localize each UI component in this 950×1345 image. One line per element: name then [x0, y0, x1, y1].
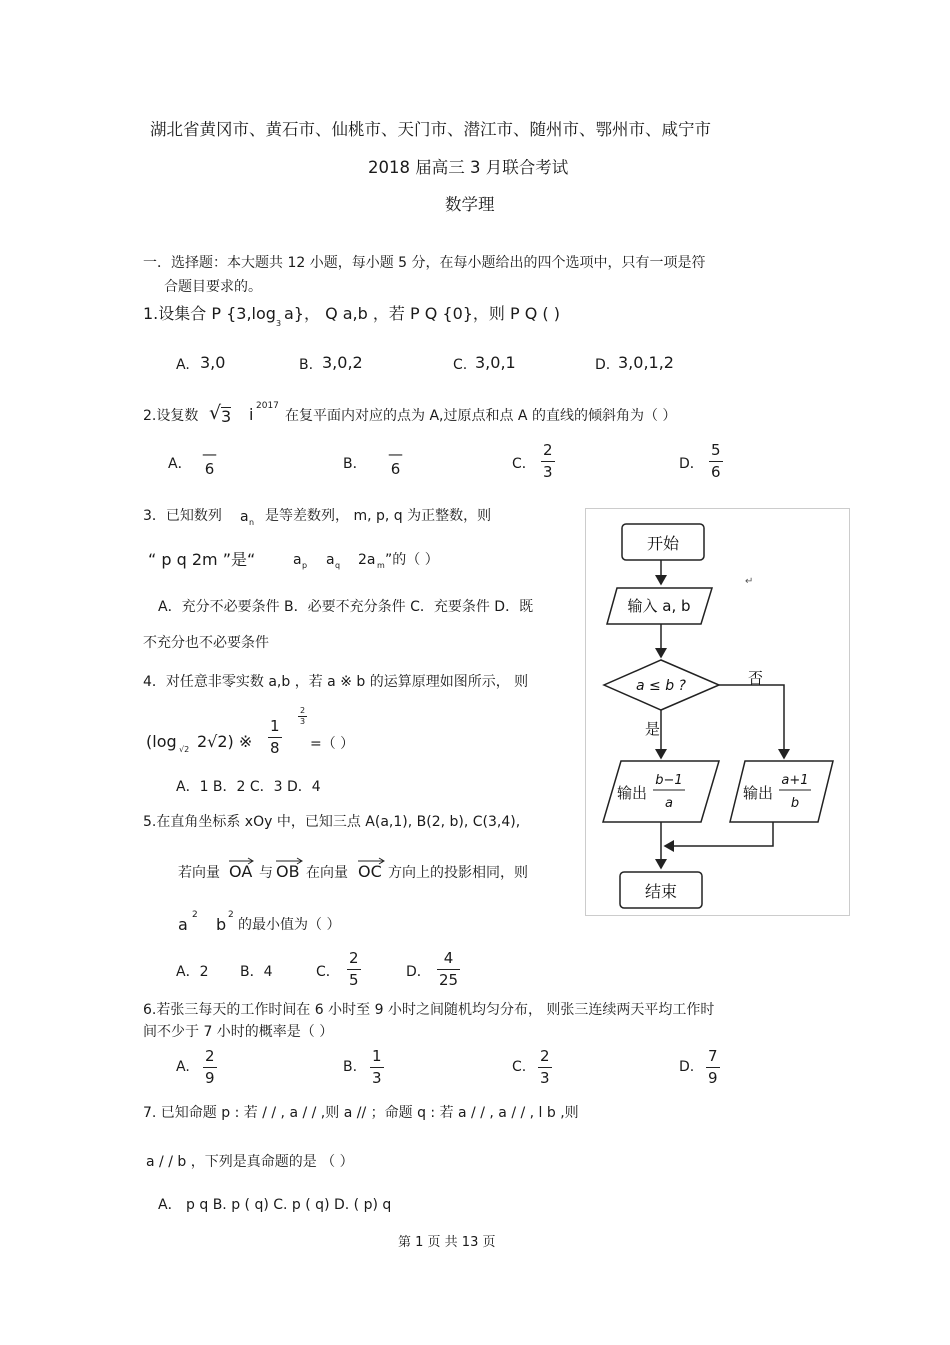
- q2-option-b: [386, 447, 405, 477]
- q3-ap: a: [293, 552, 302, 568]
- flow-output-left-den: a: [665, 796, 673, 811]
- q4-frac: [268, 719, 282, 756]
- q6-option-b-label: B.: [343, 1059, 358, 1075]
- q6-line1: 6.若张三每天的工作时间在 6 小时至 9 小时之间随机均匀分布， 则张三连续两天平均工作时: [143, 1002, 715, 1018]
- q6-option-d: [706, 1049, 720, 1086]
- q1-option-b-label: B.: [299, 357, 314, 373]
- q4-expr2: 2√2) ※: [197, 732, 253, 751]
- q2-option-d-label: D．: [679, 456, 704, 472]
- q2-post: 在复平面内对应的点为 A,过原点和点 A 的直线的倾斜角为（ ）: [285, 408, 677, 424]
- q3-options: A．充分不必要条件 B．必要不充分条件 C．充要条件 D．既: [158, 599, 534, 615]
- q5-ob: OB: [276, 862, 300, 881]
- header-subject: 数学理: [445, 195, 495, 214]
- q5-b-sq: 2: [228, 910, 234, 920]
- flow-output-right-num: a+1: [781, 773, 809, 788]
- q2-option-b-label: B．: [343, 456, 367, 472]
- q5-d-num: 4: [443, 949, 454, 967]
- q1-option-c: 3,0,1: [475, 353, 516, 372]
- q2-option-c-label: C．: [512, 456, 536, 472]
- q3-line1a: 3．已知数列: [143, 508, 222, 524]
- q6-option-a-label: A.: [176, 1059, 190, 1075]
- q2-a-bar: —: [202, 445, 217, 463]
- q6-d-den: 9: [708, 1069, 718, 1087]
- q3-ap-sub: p: [302, 561, 308, 570]
- q3-an: a: [240, 509, 249, 525]
- q6-d-num: 7: [708, 1047, 718, 1065]
- q5-line3: 的最小值为（ ）: [238, 917, 341, 933]
- q7-options: A． p q B. p ( q) C. p ( q) D. ( p) q: [158, 1197, 392, 1213]
- q3-line2a: “ p q 2m ”是“: [148, 550, 256, 569]
- q7-line2: a / / b ，下列是真命题的是 （ ）: [146, 1154, 354, 1170]
- page-footer: 第 1 页 共 13 页: [398, 1235, 496, 1250]
- q2-option-c: [541, 443, 555, 480]
- q4-expr-sub: √2: [179, 745, 190, 754]
- flow-condition-text: a ≤ b ?: [636, 678, 686, 694]
- q1-option-d: 3,0,1,2: [618, 353, 674, 372]
- q6-option-b: [370, 1049, 384, 1086]
- q6-option-c-label: C.: [512, 1059, 527, 1075]
- q2-d-num: 5: [711, 441, 721, 459]
- q4-exponent: [298, 707, 307, 726]
- q5-c-num: 2: [349, 949, 359, 967]
- q2-pre: 2.设复数: [143, 408, 199, 424]
- flowchart-frame: [586, 509, 850, 916]
- flow-output-right-den: b: [790, 796, 800, 811]
- q6-option-d-label: D.: [679, 1059, 695, 1075]
- q3-am-sub: m: [377, 561, 385, 570]
- q2-sqrt: √: [209, 402, 222, 424]
- section-line2: 合题目要求的。: [164, 279, 262, 295]
- q6-c-den: 3: [540, 1069, 550, 1087]
- q6-option-a: [203, 1049, 217, 1086]
- q2-c-num: 2: [543, 441, 553, 459]
- q3-aq: a: [326, 552, 335, 568]
- q2-d-den: 6: [711, 463, 721, 481]
- q6-option-c: [538, 1049, 552, 1086]
- q4-exp-num: 2: [300, 706, 306, 715]
- q5-a: a: [178, 915, 188, 934]
- q3-an-sub: n: [249, 518, 255, 527]
- q5-line2a: 若向量: [178, 865, 220, 881]
- flow-return-mark: ↵: [745, 576, 754, 587]
- q5-option-c: [347, 951, 361, 988]
- section-line1: 一．选择题：本大题共 12 小题，每小题 5 分，在每小题给出的四个选项中，只有一项是符: [143, 255, 706, 271]
- q4-options: A．1 B．2 C．3 D．4: [176, 779, 321, 795]
- q1-option-a: 3,0: [200, 353, 226, 372]
- q5-option-b: B．4: [240, 964, 273, 980]
- q5-option-c-label: C．: [316, 964, 340, 980]
- q5-line1: 5.在直角坐标系 xOy 中，已知三点 A(a,1), B(2, b), C(3,4),: [143, 814, 521, 830]
- q4-tail: =（ ）: [310, 736, 355, 752]
- q5-oa: OA: [229, 862, 253, 881]
- flow-output-left-num: b−1: [655, 773, 683, 788]
- flow-output-right-label: 输出: [743, 784, 774, 802]
- flowchart-canvas: [585, 508, 850, 916]
- q2-c-den: 3: [543, 463, 553, 481]
- q6-c-num: 2: [540, 1047, 550, 1065]
- q2-exp: 2017: [256, 401, 279, 411]
- q4-frac-num: 1: [270, 717, 280, 735]
- q1-stem2: a}， Q a,b ，若 P Q {0}，则 P Q ( ): [284, 304, 560, 323]
- q5-line2d: 方向上的投影相同，则: [388, 865, 528, 881]
- q2-option-d: [709, 443, 723, 480]
- q1-sub: 3: [276, 319, 282, 328]
- q2-i: i: [249, 405, 254, 424]
- q5-option-a: A．2: [176, 964, 209, 980]
- flowchart: [585, 508, 850, 920]
- header-line2: 2018 届高三 3 月联合考试: [368, 158, 569, 177]
- header-line1: 湖北省黄冈市、黄石市、仙桃市、天门市、潜江市、随州市、鄂州市、咸宁市: [150, 120, 711, 139]
- q3-aq-sub: q: [335, 561, 341, 570]
- q5-d-den: 25: [439, 971, 459, 989]
- q6-line2: 间不少于 7 小时的概率是（ ）: [143, 1024, 334, 1040]
- q5-a-sq: 2: [192, 910, 198, 920]
- q5-b: b: [216, 915, 227, 934]
- q6-b-den: 3: [372, 1069, 382, 1087]
- q1-option-a-label: A.: [176, 357, 190, 373]
- q3-options-2: 不充分也不必要条件: [143, 635, 269, 651]
- q5-line2b: 与: [259, 865, 273, 881]
- q1-option-d-label: D.: [595, 357, 611, 373]
- flow-start-text: 开始: [646, 534, 680, 553]
- flow-yes-label: 是: [645, 720, 661, 738]
- q1-stem: 1.设集合 P {3,log: [143, 304, 276, 323]
- q2-a-den: 6: [204, 460, 215, 478]
- q3-line2b: ”的（ ）: [385, 552, 439, 568]
- q2-option-a-label: A．: [168, 456, 192, 472]
- q6-b-num: 1: [372, 1047, 382, 1065]
- q5-option-d: [437, 951, 460, 988]
- q4-frac-den: 8: [270, 739, 280, 757]
- flow-input-text: 输入 a, b: [627, 597, 691, 615]
- flow-no-label: 否: [748, 669, 764, 687]
- q3-line1b: 是等差数列， m, p, q 为正整数，则: [265, 508, 492, 524]
- q4-expr: (log: [146, 732, 177, 751]
- q4-line1: 4．对任意非零实数 a,b ，若 a ※ b 的运算原理如图所示， 则: [143, 674, 529, 690]
- flow-output-left-label: 输出: [617, 784, 648, 802]
- q4-exp-den: 3: [300, 717, 306, 726]
- q5-option-d-label: D．: [406, 964, 431, 980]
- q1-option-b: 3,0,2: [322, 353, 363, 372]
- q6-a-den: 9: [205, 1069, 215, 1087]
- q5-oc: OC: [358, 862, 382, 881]
- q7-line1: 7. 已知命题 p : 若 / / , a / / ,则 a // ；命题 q : 若 a / / , a / / , l b ,则: [143, 1105, 579, 1121]
- q2-b-bar: —: [388, 445, 403, 463]
- q6-a-num: 2: [205, 1047, 215, 1065]
- q3-2am: 2a: [358, 552, 376, 568]
- q2-option-a: [200, 447, 219, 477]
- q2-radicand: 3: [221, 407, 232, 426]
- flow-end-text: 结束: [644, 882, 678, 901]
- q2-b-den: 6: [390, 460, 401, 478]
- q5-c-den: 5: [349, 971, 359, 989]
- q1-option-c-label: C.: [453, 357, 468, 373]
- q5-line2c: 在向量: [306, 865, 348, 881]
